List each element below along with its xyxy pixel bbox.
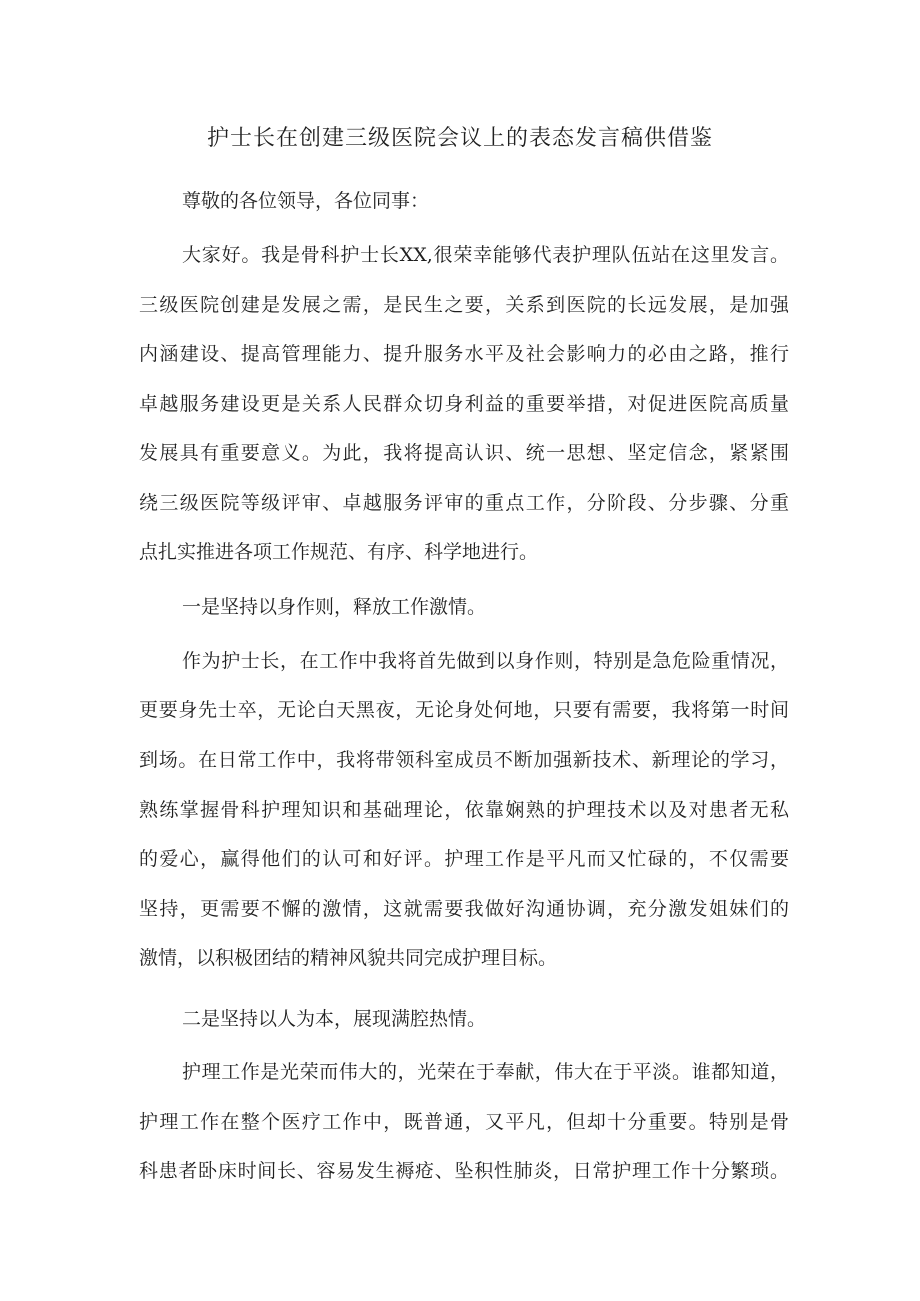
paragraph-line: 的爱心，赢得他们的认可和好评。护理工作是平凡而又忙碌的，不仅需要 xyxy=(139,848,789,870)
paragraph-line: 激情，以积极团结的精神风貌共同完成护理目标。 xyxy=(139,947,558,969)
paragraph-line: 内涵建设、提高管理能力、提升服务水平及社会影响力的必由之路，推行 xyxy=(139,343,789,365)
salutation: 尊敬的各位领导，各位同事： xyxy=(182,190,430,212)
document-title: 护士长在创建三级医院会议上的表态发言稿供借鉴 xyxy=(206,126,713,151)
paragraph-line: 点扎实推进各项工作规范、有序、科学地进行。 xyxy=(139,541,539,563)
paragraph-line: 大家好。我是骨科护士长XX,很荣幸能够代表护理队伍站在这里发言。 xyxy=(182,244,789,266)
paragraph-line: 作为护士长，在工作中我将首先做到以身作则，特别是急危险重情况， xyxy=(182,650,789,672)
section-heading: 二是坚持以人为本，展现满腔热情。 xyxy=(182,1008,487,1030)
paragraph-line: 坚持，更需要不懈的激情，这就需要我做好沟通协调，充分激发姐妹们的 xyxy=(139,898,789,920)
paragraph-line: 护理工作在整个医疗工作中，既普通，又平凡，但却十分重要。特别是骨 xyxy=(139,1111,789,1133)
paragraph-line: 绕三级医院等级评审、卓越服务评审的重点工作，分阶段、分步骤、分重 xyxy=(139,492,789,514)
paragraph-line: 到场。在日常工作中，我将带领科室成员不断加强新技术、新理论的学习， xyxy=(139,749,789,771)
paragraph-line: 科患者卧床时间长、容易发生褥疮、坠积性肺炎，日常护理工作十分繁琐。 xyxy=(139,1160,789,1182)
paragraph-line: 卓越服务建设更是关系人民群众切身利益的重要举措，对促进医院高质量 xyxy=(139,393,789,415)
paragraph-line: 更要身先士卒，无论白天黑夜，无论身处何地，只要有需要，我将第一时间 xyxy=(139,699,789,721)
paragraph-line: 发展具有重要意义。为此，我将提高认识、统一思想、坚定信念，紧紧围 xyxy=(139,442,789,464)
paragraph-line: 护理工作是光荣而伟大的，光荣在于奉献，伟大在于平淡。谁都知道， xyxy=(182,1061,789,1083)
paragraph-line: 熟练掌握骨科护理知识和基础理论，依靠娴熟的护理技术以及对患者无私 xyxy=(139,799,789,821)
paragraph-line: 三级医院创建是发展之需，是民生之要，关系到医院的长远发展，是加强 xyxy=(139,294,789,316)
section-heading: 一是坚持以身作则，释放工作激情。 xyxy=(182,596,487,618)
